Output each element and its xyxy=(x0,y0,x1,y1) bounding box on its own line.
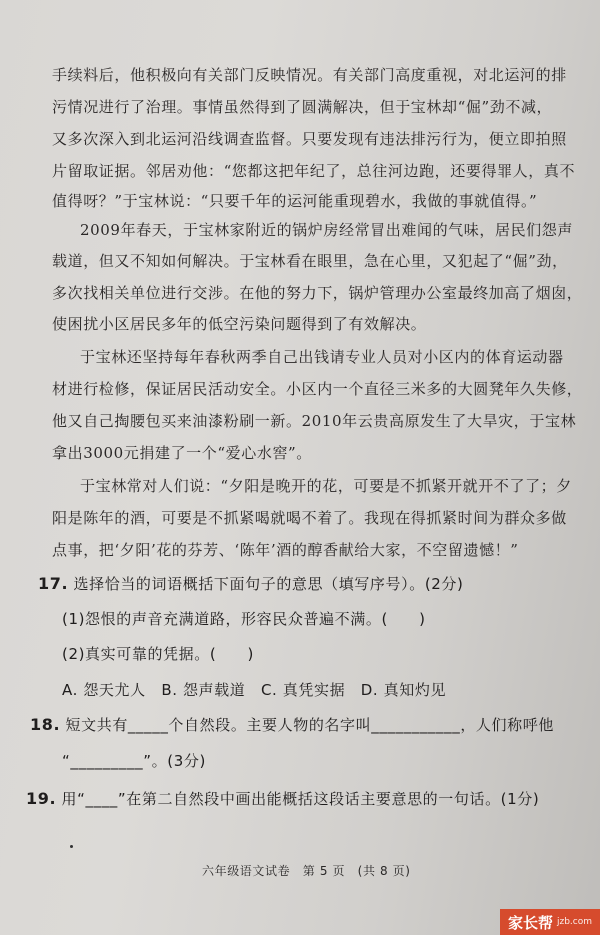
site-watermark-logo xyxy=(500,909,600,935)
watermark-brand: 家长帮 xyxy=(507,913,553,932)
question-number: 19. xyxy=(26,789,57,808)
passage-line: 片留取证据。邻居劝他：“您都这把年纪了，总往河边跑，还要得罪人，真不 xyxy=(52,162,576,180)
question-number: 18. xyxy=(30,715,61,734)
question-text: 短文共有_____个自然段。主要人物的名字叫___________，人们称呼他 xyxy=(65,716,554,734)
ink-dot xyxy=(70,845,73,848)
question-text: 选择恰当的词语概括下面句子的意思（填写序号）。(2分) xyxy=(73,575,464,593)
passage-line: 值得呀？”于宝林说：“只要千年的运河能重现碧水，我做的事就值得。” xyxy=(52,192,538,210)
question-17 xyxy=(38,573,463,594)
passage-line: 手续料后，他积极向有关部门反映情况。有关部门高度重视，对北运河的排 xyxy=(52,66,567,84)
question-18 xyxy=(30,714,554,735)
passage-line: 他又自己掏腰包买来油漆粉刷一新。2010年云贵高原发生了大旱灾，于宝林 xyxy=(52,412,577,430)
question-17-options: A. 怨天尤人 B. 怨声载道 C. 真凭实据 D. 真知灼见 xyxy=(62,681,447,699)
passage-line: 于宝林还坚持每年春秋两季自己出钱请专业人员对小区内的体育运动器 xyxy=(80,348,564,366)
question-18-line-2: “_________”。(3分) xyxy=(62,752,206,770)
passage-line: 拿出3000元捐建了一个“爱心水窖”。 xyxy=(52,444,312,462)
passage-line: 阳是陈年的酒，可要是不抓紧喝就喝不着了。我现在得抓紧时间为群众多做 xyxy=(52,509,567,527)
passage-line: 多次找相关单位进行交涉。在他的努力下，锅炉管理办公室最终加高了烟囱， xyxy=(52,284,583,302)
passage-line: 又多次深入到北运河沿线调查监督。只要发现有违法排污行为，便立即拍照 xyxy=(52,130,567,148)
passage-line: 载道，但又不知如何解决。于宝林看在眼里，急在心里，又犯起了“倔”劲， xyxy=(52,252,568,270)
question-number: 17. xyxy=(38,574,69,593)
passage-line: 2009年春天，于宝林家附近的锅炉房经常冒出难闻的气味，居民们怨声 xyxy=(80,221,573,239)
question-17-item-1: (1)怨恨的声音充满道路，形容民众普遍不满。( ) xyxy=(62,610,426,628)
question-17-item-2: (2)真实可靠的凭据。( ) xyxy=(62,645,254,663)
passage-line: 污情况进行了治理。事情虽然得到了圆满解决，但于宝林却“倔”劲不减， xyxy=(52,98,553,116)
passage-line: 点事，把‘夕阳’花的芬芳、‘陈年’酒的醇香献给大家，不空留遗憾！” xyxy=(52,541,519,559)
question-text: 用“____”在第二自然段中画出能概括这段话主要意思的一句话。(1分) xyxy=(61,790,540,808)
passage-line: 于宝林常对人们说：“夕阳是晚开的花，可要是不抓紧开就开不了了；夕 xyxy=(80,477,572,495)
passage-line: 材进行检修，保证居民活动安全。小区内一个直径三米多的大圆凳年久失修， xyxy=(52,380,583,398)
page-footer: 六年级语文试卷 第 5 页 (共 8 页) xyxy=(202,864,411,878)
question-19 xyxy=(26,788,539,809)
watermark-domain: jzb.com xyxy=(556,917,593,927)
passage-line: 使困扰小区居民多年的低空污染问题得到了有效解决。 xyxy=(52,315,427,333)
